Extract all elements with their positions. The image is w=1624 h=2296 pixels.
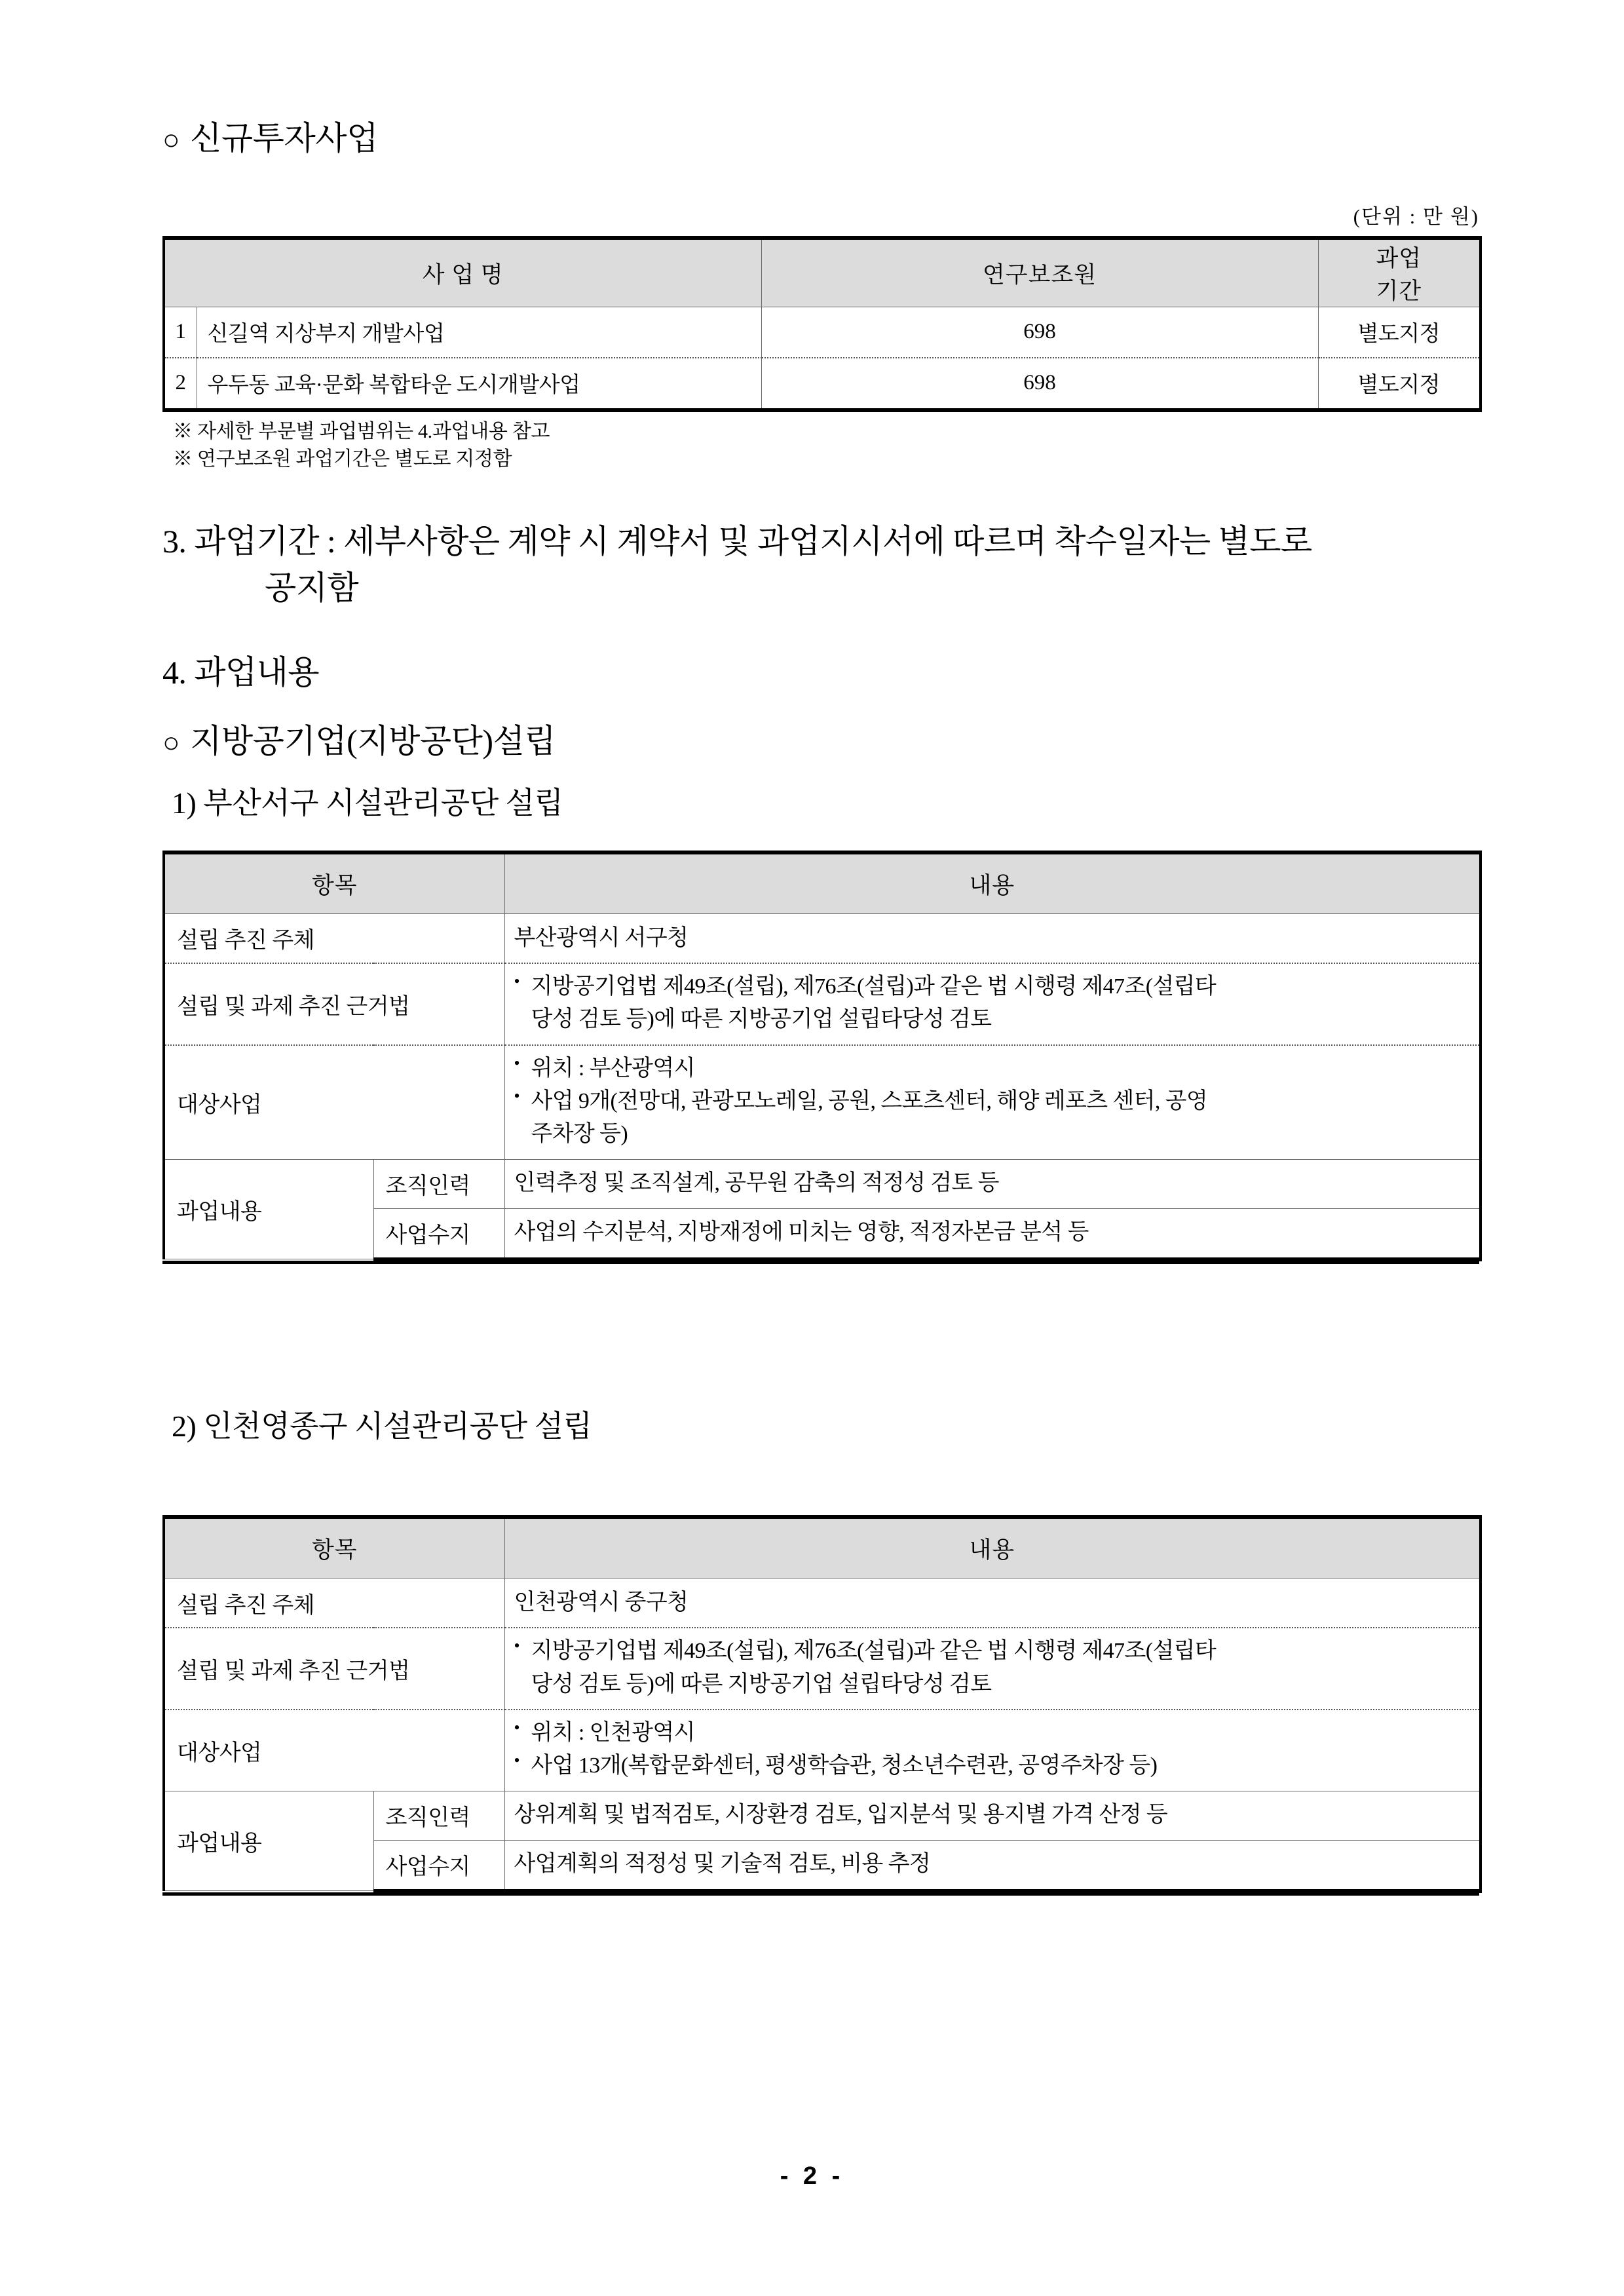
heading-new-investment-label: 신규투자사업 <box>190 120 378 157</box>
header-cell-period <box>1318 238 1481 307</box>
table-row <box>164 358 1481 410</box>
row-assistant-amount: 698 <box>761 358 1318 410</box>
table-header-row <box>164 852 1481 914</box>
row-assistant-amount: 698 <box>761 307 1318 358</box>
row-sublabel-organization: 조직인력 <box>373 1159 504 1208</box>
row-label-work: 과업내용 <box>164 1159 373 1259</box>
table-row-subject <box>164 1578 1481 1628</box>
heading-busan-seogu: 1) 부산서구 시설관리공단 설립 <box>172 786 563 820</box>
bullet-item <box>514 1717 1472 1750</box>
bullet-item <box>514 970 1472 1037</box>
table-busan-seogu <box>162 851 1482 1261</box>
bullet-item <box>514 1052 1472 1085</box>
law-line-2: 당성 검토 등)에 따른 지방공기업 설립타당성 검토 <box>531 1007 992 1032</box>
footnote-1: ※ 자세한 부문별 과업범위는 4.과업내용 참고 <box>173 420 550 442</box>
row-value-subject: 부산광역시 서구청 <box>504 913 1481 963</box>
row-value-target <box>504 1710 1481 1791</box>
law-line-1: 지방공기업법 제49조(설립), 제76조(설립)과 같은 법 시행령 제47조(설립타 <box>531 1639 1217 1664</box>
header-cell-item: 항목 <box>164 1517 504 1578</box>
table-row <box>164 307 1481 358</box>
row-sublabel-profit: 사업수지 <box>373 1208 504 1259</box>
table-row-law <box>164 1628 1481 1710</box>
incheon-table-bottom-rule <box>162 1892 1479 1896</box>
row-label-subject: 설립 추진 주체 <box>164 913 504 963</box>
target-line-1: 위치 : 인천광역시 <box>531 1720 695 1745</box>
row-number: 1 <box>164 307 197 358</box>
circle-bullet-icon: ○ <box>162 124 180 156</box>
bullet-item <box>514 1635 1472 1701</box>
row-value-subject: 인천광역시 중구청 <box>504 1578 1481 1628</box>
row-period: 별도지정 <box>1318 358 1481 410</box>
row-value-organization: 상위계획 및 법적검토, 시장환경 검토, 입지분석 및 용지별 가격 산정 등 <box>504 1791 1481 1840</box>
row-label-law: 설립 및 과제 추진 근거법 <box>164 1628 504 1710</box>
table-new-investment <box>162 236 1482 412</box>
row-number: 2 <box>164 358 197 410</box>
row-label-subject: 설립 추진 주체 <box>164 1578 504 1628</box>
target-line-2: 사업 13개(복합문화센터, 평생학습관, 청소년수련관, 공영주차장 등) <box>531 1753 1158 1778</box>
table-row-work-org <box>164 1791 1481 1840</box>
heading-section-3 <box>162 518 1479 611</box>
unit-note: (단위 : 만 원) <box>1353 204 1479 228</box>
circle-bullet-icon: ○ <box>162 726 180 759</box>
footnote-2: ※ 연구보조원 과업기간은 별도로 지정함 <box>173 448 512 470</box>
row-value-target <box>504 1045 1481 1159</box>
header-period-line1: 과업 <box>1376 245 1422 271</box>
law-line-2: 당성 검토 등)에 따른 지방공기업 설립타당성 검토 <box>531 1672 992 1696</box>
page-content <box>162 0 1479 1896</box>
heading-local-public-enterprise <box>162 721 1479 762</box>
row-value-law <box>504 1628 1481 1710</box>
heading-new-investment <box>162 118 1479 159</box>
header-cell-assistant: 연구보조원 <box>761 238 1318 307</box>
heading-incheon-yeongjonggu: 2) 인천영종구 시설관리공단 설립 <box>172 1409 592 1443</box>
row-period: 별도지정 <box>1318 307 1481 358</box>
row-label-target: 대상사업 <box>164 1045 504 1159</box>
header-cell-item: 항목 <box>164 852 504 914</box>
row-sublabel-organization: 조직인력 <box>373 1791 504 1840</box>
row-project-name: 우두동 교육·문화 복합타운 도시개발사업 <box>197 358 761 410</box>
heading-local-public-enterprise-label: 지방공기업(지방공단)설립 <box>190 722 556 759</box>
table-incheon-yeongjonggu <box>162 1515 1482 1892</box>
header-cell-content: 내용 <box>504 852 1481 914</box>
heading-section-4: 4. 과업내용 <box>162 653 319 691</box>
target-line-2: 사업 9개(전망대, 관광모노레일, 공원, 스포츠센터, 해양 레포츠 센터, 공영 <box>531 1088 1208 1113</box>
table-header-row <box>164 238 1481 307</box>
row-project-name: 신길역 지상부지 개발사업 <box>197 307 761 358</box>
target-line-3: 주차장 등) <box>531 1122 628 1147</box>
bullet-item <box>514 1085 1472 1151</box>
table-row-target <box>164 1710 1481 1791</box>
row-value-profit: 사업계획의 적정성 및 기술적 검토, 비용 추정 <box>504 1840 1481 1891</box>
law-line-1: 지방공기업법 제49조(설립), 제76조(설립)과 같은 법 시행령 제47조(설립타 <box>531 974 1217 999</box>
header-period-line2: 기간 <box>1376 278 1422 304</box>
table-header-row <box>164 1517 1481 1578</box>
header-cell-name: 사 업 명 <box>164 238 761 307</box>
bullet-item <box>514 1750 1472 1782</box>
row-label-law: 설립 및 과제 추진 근거법 <box>164 963 504 1045</box>
row-value-profit: 사업의 수지분석, 지방재정에 미치는 영향, 적정자본금 분석 등 <box>504 1208 1481 1259</box>
row-sublabel-profit: 사업수지 <box>373 1840 504 1891</box>
row-label-work: 과업내용 <box>164 1791 373 1891</box>
row-value-law <box>504 963 1481 1045</box>
section-3-line-1: 3. 과업기간 : 세부사항은 계약 시 계약서 및 과업지시서에 따르며 착수일자는 별도로 <box>162 522 1312 560</box>
target-line-1: 위치 : 부산광역시 <box>531 1056 695 1081</box>
table-row-law <box>164 963 1481 1045</box>
table-footnotes <box>162 418 1479 474</box>
row-value-organization: 인력추정 및 조직설계, 공무원 감축의 적정성 검토 등 <box>504 1159 1481 1208</box>
header-cell-content: 내용 <box>504 1517 1481 1578</box>
page-footer: - 2 - <box>780 2162 844 2190</box>
table-row-target <box>164 1045 1481 1159</box>
table-row-work-org <box>164 1159 1481 1208</box>
table-row-subject <box>164 913 1481 963</box>
row-label-target: 대상사업 <box>164 1710 504 1791</box>
section-3-line-2: 공지함 <box>265 569 359 606</box>
